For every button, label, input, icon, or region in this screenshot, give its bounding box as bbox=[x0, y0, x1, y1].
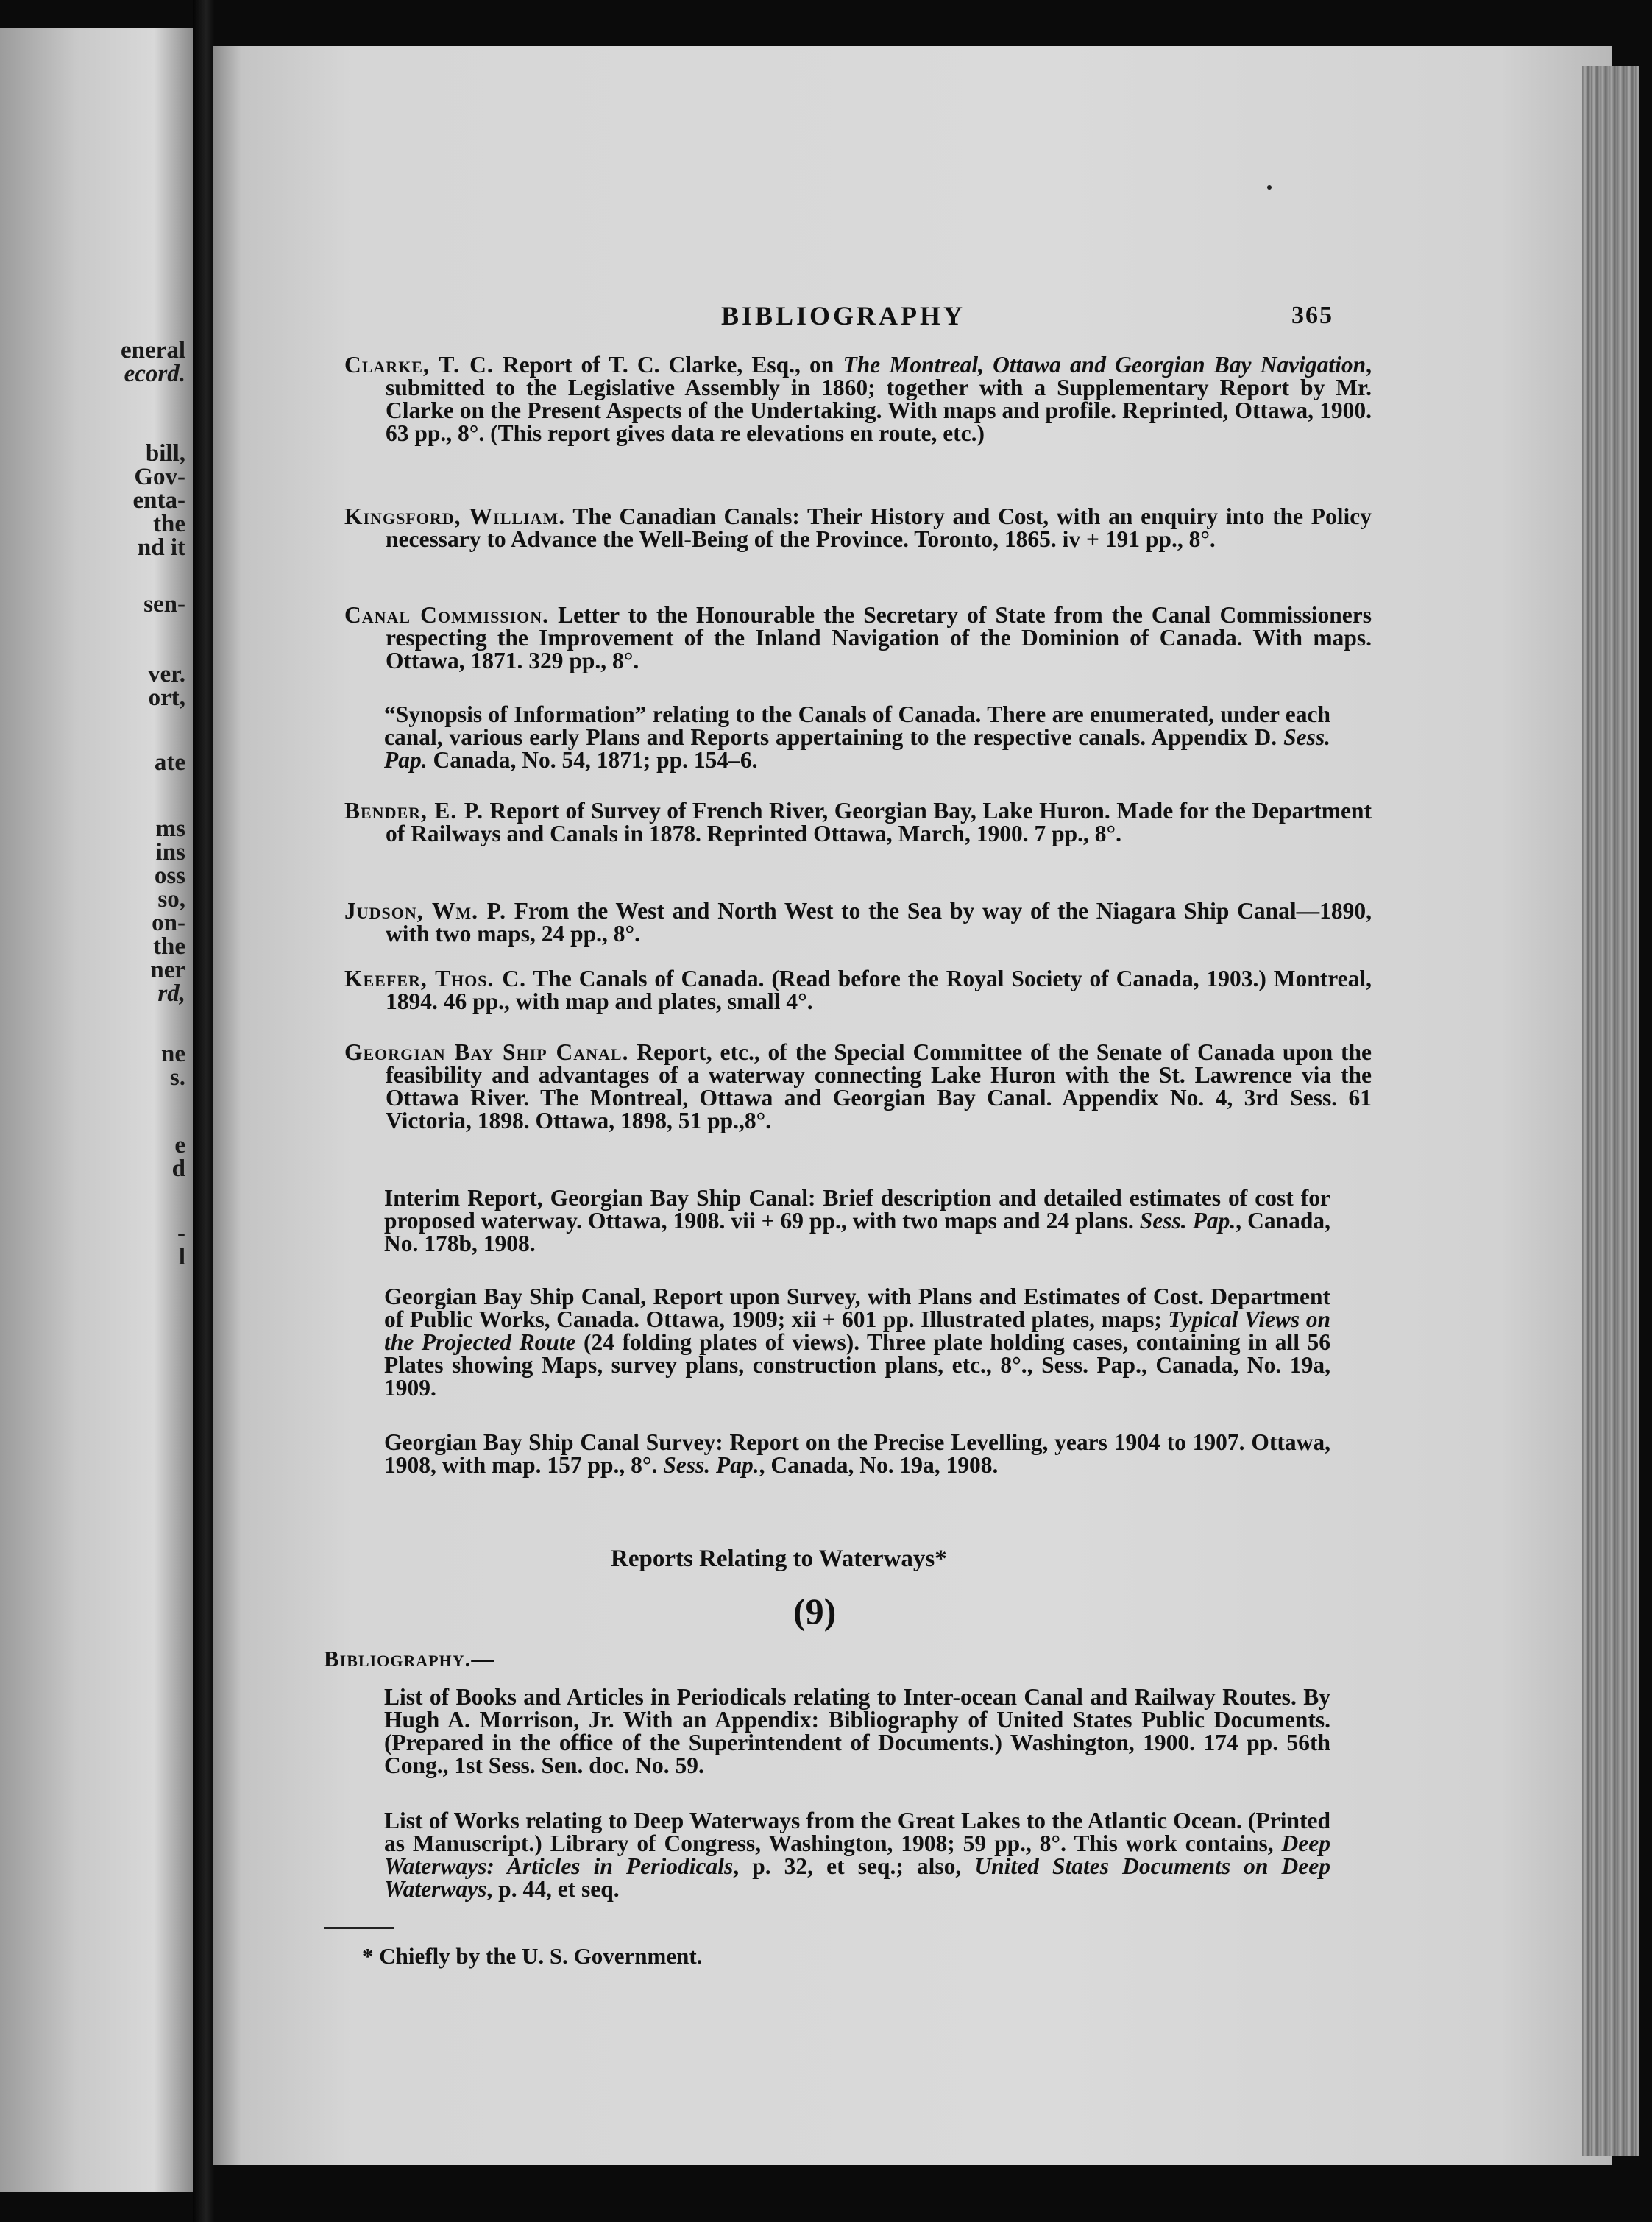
entry-title: The Montreal, Ottawa and Georgian Bay Navigation bbox=[843, 352, 1366, 378]
ink-speck bbox=[1267, 185, 1272, 190]
bibliography-entry bbox=[344, 899, 1372, 945]
bibliography-heading: Bibliography.— bbox=[324, 1646, 495, 1671]
left-fragment: ecord. bbox=[124, 361, 185, 387]
left-fragment: Gov- bbox=[134, 464, 185, 490]
bibliography-entry bbox=[344, 1041, 1372, 1132]
entry-author: Clarke, T. C. bbox=[344, 352, 494, 378]
bibliography-entry bbox=[344, 353, 1372, 445]
entry-text: Report, etc., of the Special Committee of the Senate of Canada upon the feasibility and advantages of a waterway connecting Lake Huron with the St. Lawrence via the Ottawa River. The Montreal, Ottawa and Georgian Bay Canal. Appendix No. 4, 3rd Sess. 61 Victoria, 1898. Ottawa, 1898, 51 pp.,8°. bbox=[386, 1039, 1372, 1133]
left-fragment: on- bbox=[152, 910, 185, 936]
left-fragment: l bbox=[178, 1244, 185, 1270]
bibliography-entry bbox=[384, 703, 1330, 771]
entry-author: Judson, Wm. P. bbox=[344, 898, 506, 924]
left-fragment: the bbox=[153, 511, 185, 537]
entry-author: Canal Commission. bbox=[344, 602, 550, 628]
entry-text: , submitted to the Legislative Assembly in 1860; together with a Supplementary Report by Mr. Clarke on the Present Aspects of the Undertaking. With maps and profile. Reprinted, Ottawa, 1900. 63 pp., 8°. (This report gives data re elevations en route, etc.) bbox=[386, 352, 1372, 446]
entry-text: “Synopsis of Information” relating to the Canals of Canada. There are enumerated, under each canal, various early Plans and Reports appertaining to the respective canals. Appendix D. bbox=[384, 701, 1330, 750]
entry-text: , p. 44, et seq. bbox=[486, 1876, 620, 1902]
entry-text: , Canada, No. 19a, 1908. bbox=[759, 1452, 999, 1478]
entry-text: Interim Report, Georgian Bay Ship Canal: Brief description and detailed estimates of cost for proposed waterway. Ottawa, 1908. vii + 69 pp., with two maps and 24 plans. bbox=[384, 1185, 1330, 1234]
left-fragment: oss bbox=[154, 863, 185, 889]
bibliography-entry bbox=[344, 967, 1372, 1013]
entry-text: Georgian Bay Ship Canal, Report upon Survey, with Plans and Estimates of Cost. Department of Public Works, Canada. Ottawa, 1909; xii + 601 pp. Illustrated plates, maps; bbox=[384, 1284, 1330, 1332]
entry-title: Sess. Pap. bbox=[1139, 1208, 1236, 1234]
bibliography-entry bbox=[344, 505, 1372, 551]
left-fragment: - bbox=[177, 1220, 185, 1247]
entry-text: Report of Survey of French River, Georgian Bay, Lake Huron. Made for the Department of Railways and Canals in 1878. Reprinted Ottawa, March, 1900. 7 pp., 8°. bbox=[386, 798, 1372, 846]
left-fragment: e bbox=[174, 1132, 185, 1158]
footnote-rule bbox=[324, 1927, 394, 1929]
left-fragment: ort, bbox=[148, 684, 185, 711]
entry-text: , Canada, No. 178b, 1908. bbox=[384, 1208, 1330, 1256]
entry-text: , p. 32, et seq.; also, bbox=[733, 1853, 975, 1879]
left-fragment: enta- bbox=[132, 487, 185, 514]
bibliography-entry bbox=[384, 1186, 1330, 1255]
bibliography-entry bbox=[344, 799, 1372, 845]
bibliography-entry bbox=[384, 1809, 1330, 1900]
bibliography-entry bbox=[384, 1285, 1330, 1399]
entry-text: The Canadian Canals: Their History and Cost, with an enquiry into the Policy necessary to Advance the Well-Being of the Province. Toronto, 1865. iv + 191 pp., 8°. bbox=[386, 503, 1372, 552]
bibliography-entry bbox=[384, 1431, 1330, 1476]
entry-text: Canada, No. 54, 1871; pp. 154–6. bbox=[427, 747, 758, 773]
footnote: * Chiefly by the U. S. Government. bbox=[362, 1943, 703, 1969]
left-fragment: ver. bbox=[147, 661, 185, 687]
left-fragment: so, bbox=[157, 886, 185, 913]
running-head: BIBLIOGRAPHY bbox=[721, 301, 966, 330]
left-fragment: rd, bbox=[157, 980, 185, 1007]
entry-title: Sess. Pap. bbox=[384, 724, 1330, 773]
book-gutter bbox=[193, 0, 215, 2222]
entry-text: (24 folding plates of views). Three plate holding cases, containing in all 56 Plates showing Maps, survey plans, construction plans, etc., 8°., Sess. Pap., Canada, No. 19a, 1909. bbox=[384, 1329, 1330, 1401]
entry-text: List of Books and Articles in Periodicals relating to Inter-ocean Canal and Railway Routes. By Hugh A. Morrison, Jr. With an Appendix: Bibliography of United States Public Documents. (Prepared in the office of the Superintendent of Documents.) Washington, 1900. 174 pp. 56th Cong., 1st Sess. Sen. doc. No. 59. bbox=[384, 1684, 1330, 1778]
left-fragment: d bbox=[171, 1156, 185, 1182]
bibliography-entry bbox=[384, 1685, 1330, 1777]
section-number: (9) bbox=[793, 1591, 837, 1632]
entry-text: Report of T. C. Clarke, Esq., on bbox=[502, 352, 843, 378]
entry-author: Bender, E. P. bbox=[344, 798, 483, 824]
left-fragment: the bbox=[153, 933, 185, 960]
bibliography-entry bbox=[344, 604, 1372, 672]
entry-title: Deep Waterways: Articles in Periodicals bbox=[384, 1830, 1330, 1879]
left-fragment: s. bbox=[169, 1064, 185, 1091]
left-fragment: ne bbox=[161, 1041, 185, 1067]
entry-text: List of Works relating to Deep Waterways from the Great Lakes to the Atlantic Ocean. (Printed as Manuscript.) Library of Congress, Washington, 1908; 59 pp., 8°. This work contains, bbox=[384, 1808, 1330, 1856]
left-fragment: sen- bbox=[143, 591, 185, 618]
entry-text: From the West and North West to the Sea by way of the Niagara Ship Canal—1890, with two maps, 24 pp., 8°. bbox=[386, 898, 1372, 947]
left-fragment: nd it bbox=[137, 534, 185, 561]
left-fragment: ner bbox=[150, 957, 185, 983]
entry-text: The Canals of Canada. (Read before the Royal Society of Canada, 1903.) Montreal, 1894. 46 pp., with map and plates, small 4°. bbox=[386, 966, 1372, 1014]
left-fragment: bill, bbox=[145, 440, 185, 467]
left-fragment: eneral bbox=[121, 337, 185, 364]
left-fragment: ins bbox=[155, 839, 185, 866]
entry-text: Letter to the Honourable the Secretary of State from the Canal Commissioners respecting the Improvement of the Inland Navigation of the Dominion of Canada. With maps. Ottawa, 1871. 329 pp., 8°. bbox=[386, 602, 1372, 673]
entry-title: United States Documents on Deep Waterways bbox=[384, 1853, 1330, 1902]
entry-title: Sess. Pap. bbox=[663, 1452, 759, 1478]
section-title: Reports Relating to Waterways* bbox=[611, 1546, 947, 1572]
page-number: 365 bbox=[1291, 302, 1333, 329]
page-edges bbox=[1582, 66, 1639, 2156]
entry-author: Kingsford, William. bbox=[344, 503, 566, 529]
entry-title: Typical Views on the Projected Route bbox=[384, 1306, 1330, 1355]
entry-author: Georgian Bay Ship Canal. bbox=[344, 1039, 629, 1065]
entry-text: Georgian Bay Ship Canal Survey: Report on the Precise Levelling, years 1904 to 1907. Ottawa, 1908, with map. 157 pp., 8°. bbox=[384, 1429, 1330, 1478]
entry-author: Keefer, Thos. C. bbox=[344, 966, 526, 991]
left-fragment: ate bbox=[154, 749, 185, 776]
left-fragment: ms bbox=[155, 815, 185, 842]
left-facing-page bbox=[0, 28, 193, 2192]
